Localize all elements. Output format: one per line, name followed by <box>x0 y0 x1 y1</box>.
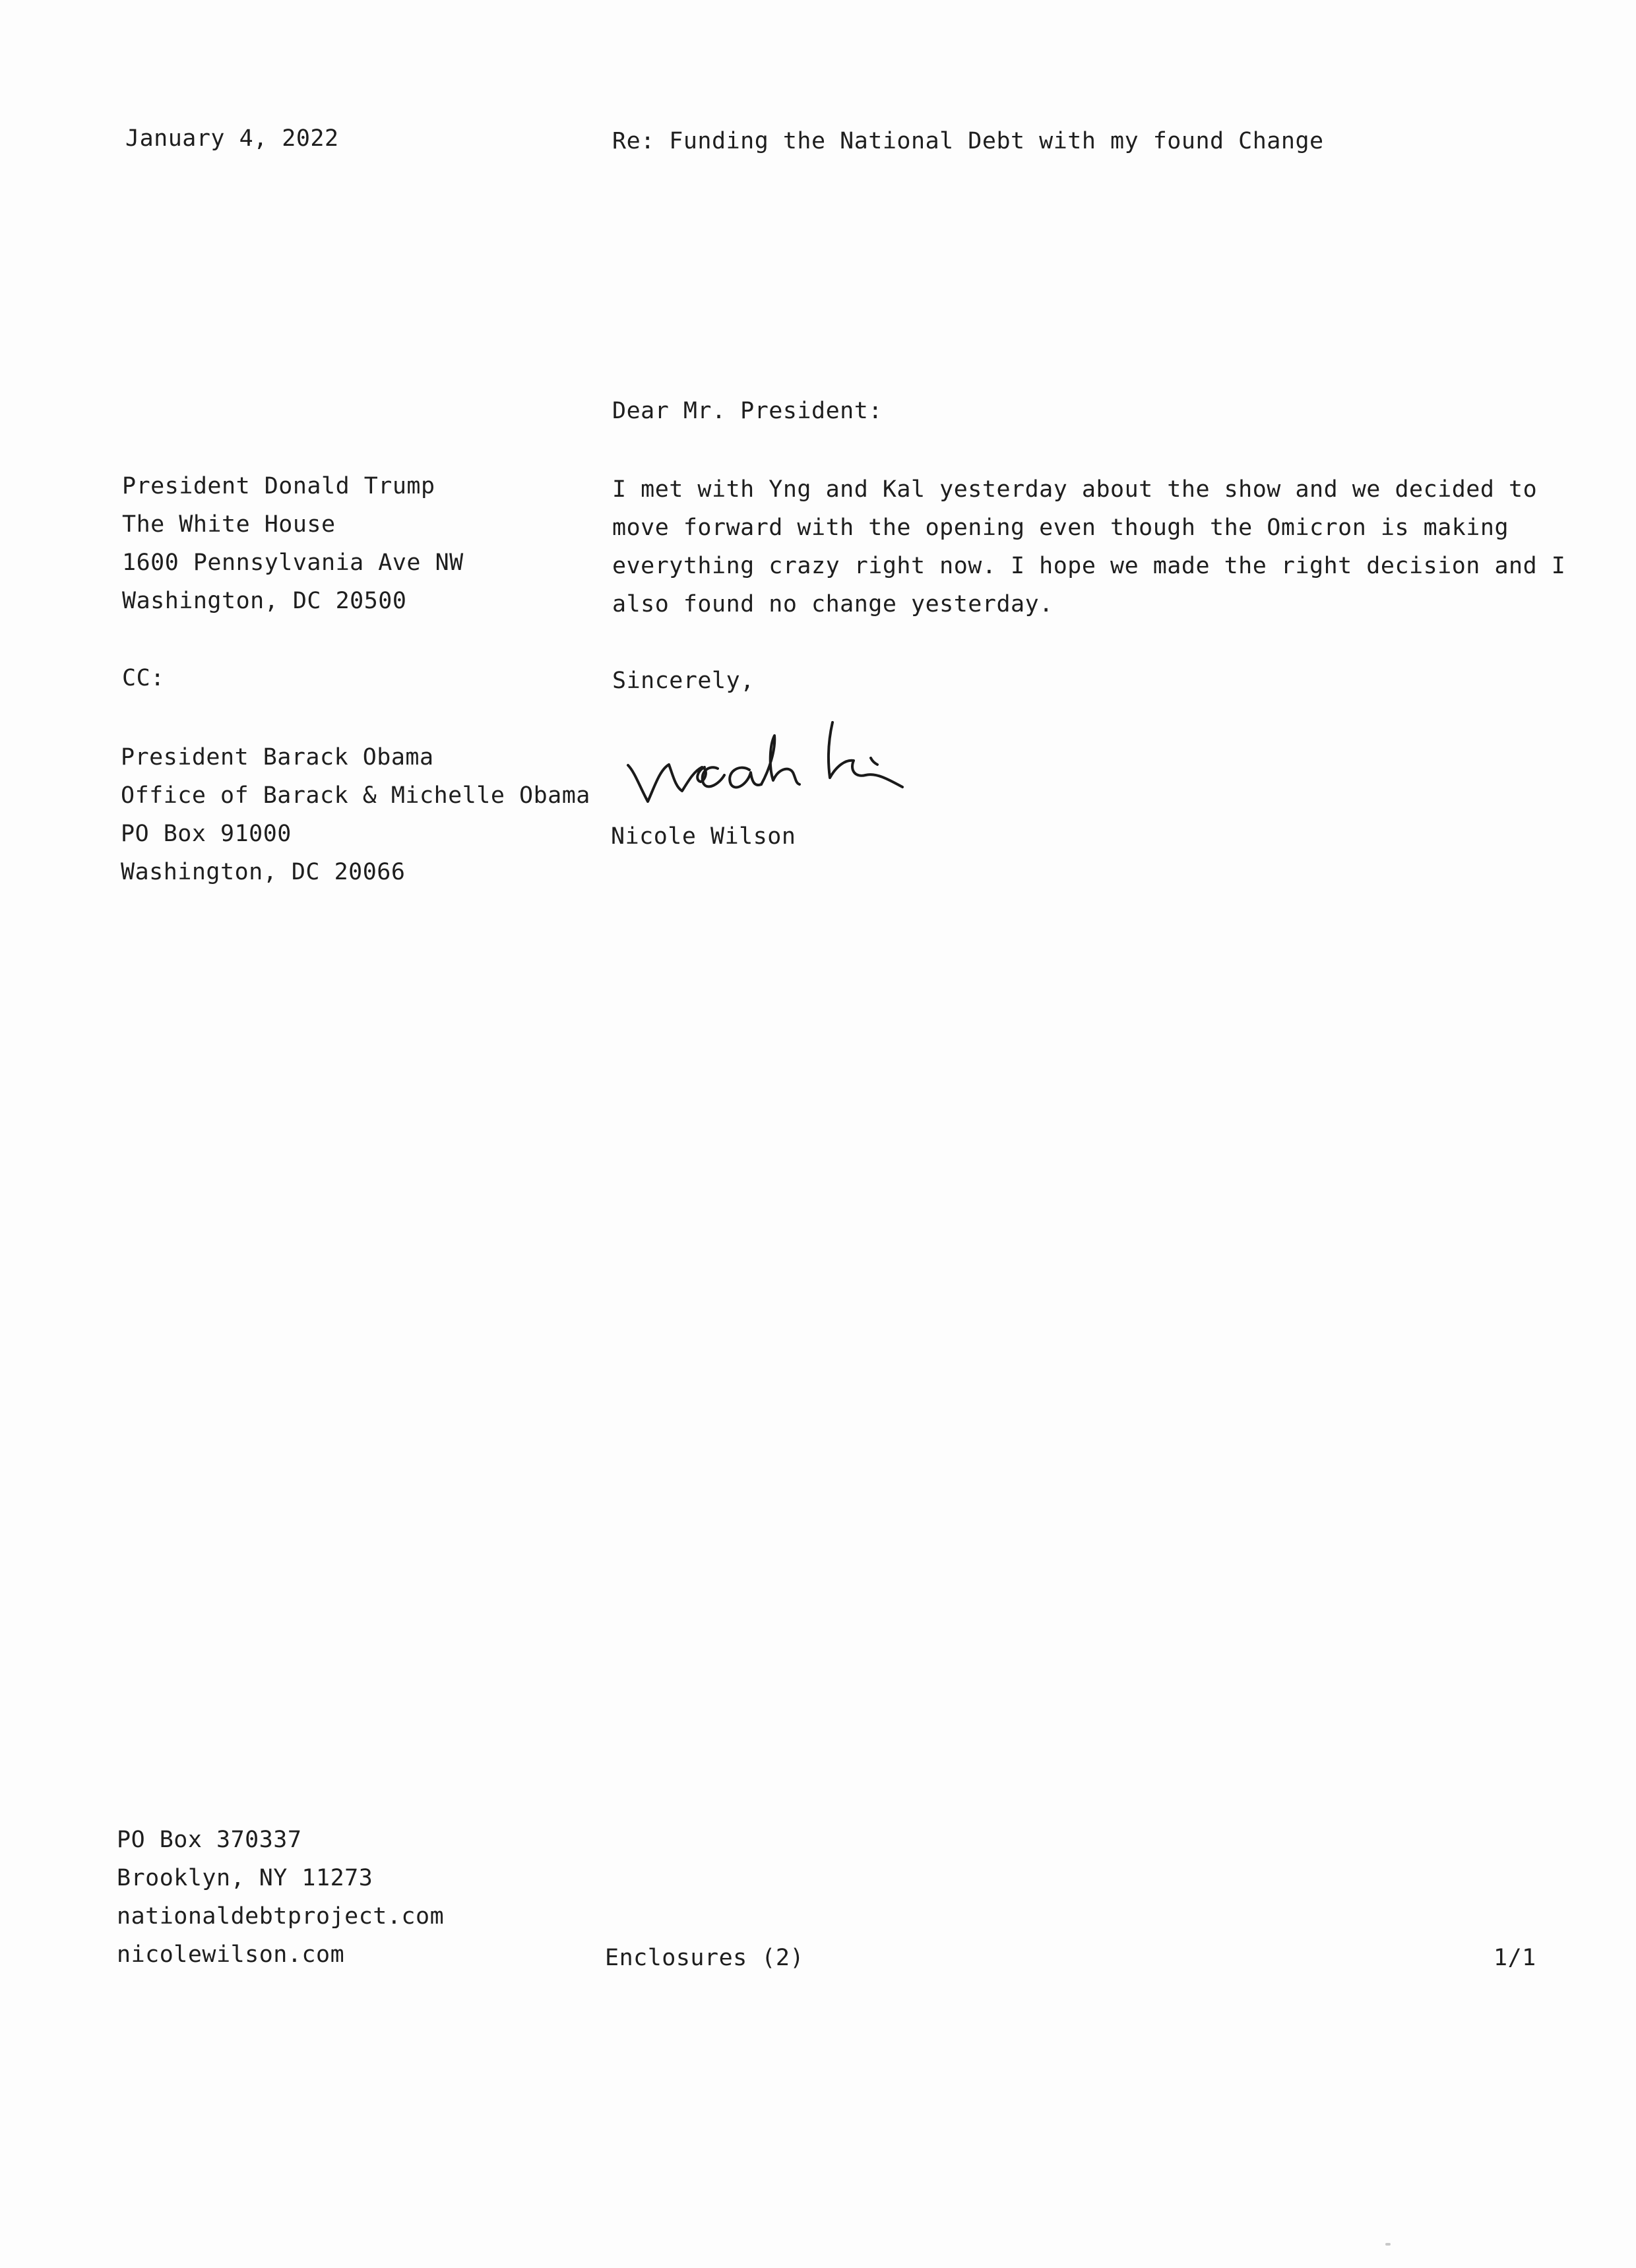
sender-line: PO Box 370337 <box>117 1827 302 1853</box>
body-line: I met with Yng and Kal yesterday about the show and we decided to <box>612 476 1538 503</box>
cc-recipient-address <box>121 738 590 891</box>
letter-subject: Re: Funding the National Debt with my found Change <box>612 128 1324 154</box>
recipient-line: 1600 Pennsylvania Ave NW <box>122 550 464 576</box>
recipient-line: The White House <box>122 511 336 538</box>
sender-website-link[interactable]: nicolewilson.com <box>117 1941 345 1968</box>
body-line: also found no change yesterday. <box>612 591 1054 617</box>
sender-address <box>117 1821 444 1974</box>
cc-label: CC: <box>122 665 165 691</box>
letter-body <box>612 470 1565 623</box>
cc-recipient-line: President Barack Obama <box>121 744 434 771</box>
signature-name: Nicole Wilson <box>611 823 796 850</box>
scan-artifact <box>1385 2243 1391 2246</box>
sender-website-link[interactable]: nationaldebtproject.com <box>117 1903 445 1930</box>
cc-recipient-line: Office of Barack & Michelle Obama <box>121 782 590 809</box>
recipient-address <box>122 467 464 620</box>
recipient-line: Washington, DC 20500 <box>122 588 407 614</box>
cc-recipient-line: PO Box 91000 <box>121 821 292 847</box>
recipient-line: President Donald Trump <box>122 473 435 499</box>
enclosures-note: Enclosures (2) <box>605 1945 805 1971</box>
closing: Sincerely, <box>612 668 755 694</box>
body-line: move forward with the opening even though the Omicron is making <box>612 515 1509 541</box>
handwritten-signature <box>620 709 996 821</box>
sender-line: Brooklyn, NY 11273 <box>117 1865 373 1891</box>
body-line: everything crazy right now. I hope we made the right decision and I <box>612 553 1566 579</box>
letter-date: January 4, 2022 <box>125 125 339 152</box>
salutation: Dear Mr. President: <box>612 398 883 424</box>
page-number: 1/1 <box>1494 1945 1536 1971</box>
cc-recipient-line: Washington, DC 20066 <box>121 859 406 885</box>
